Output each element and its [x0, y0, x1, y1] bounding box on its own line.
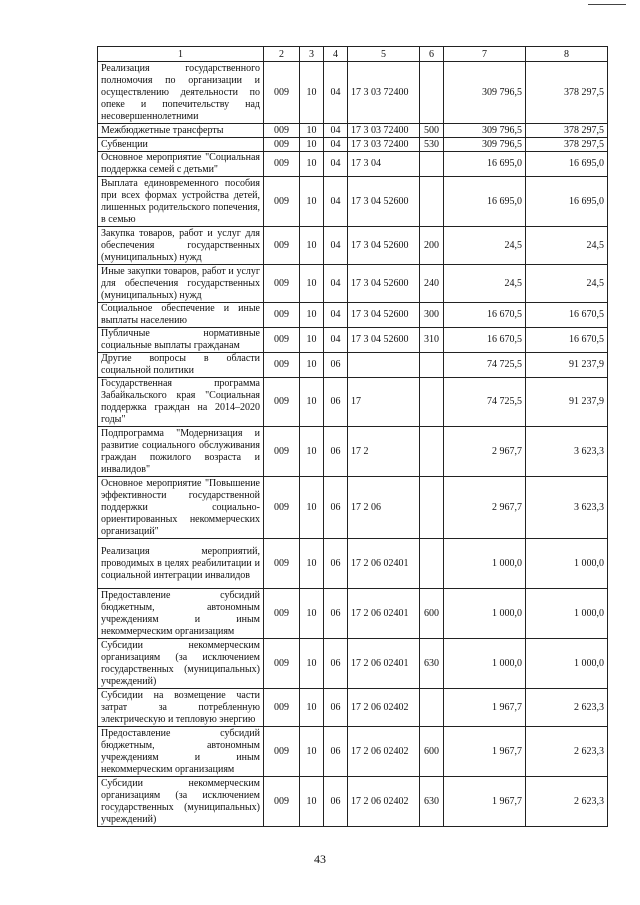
row-name: Межбюджетные трансферты	[98, 124, 264, 138]
table-row	[98, 328, 608, 353]
row-code-section: 10	[300, 689, 324, 727]
table-row	[98, 378, 608, 427]
row-amount-year2: 91 237,9	[526, 378, 608, 427]
row-code-admin: 009	[264, 589, 300, 639]
table-row	[98, 477, 608, 539]
row-code-admin: 009	[264, 138, 300, 152]
row-amount-year1: 16 695,0	[444, 177, 526, 227]
row-name: Субсидии некоммерческим организациям (за исключением государственных (муниципальных) учреждений)	[98, 639, 264, 689]
row-code-expense-type	[420, 62, 444, 124]
row-code-expense-type	[420, 353, 444, 378]
row-code-expense-type: 310	[420, 328, 444, 353]
row-amount-year2: 1 000,0	[526, 539, 608, 589]
row-name: Закупка товаров, работ и услуг для обеспечения государственных (муниципальных) нужд	[98, 227, 264, 265]
row-code-section: 10	[300, 378, 324, 427]
row-code-subsection: 06	[324, 589, 348, 639]
table-row	[98, 152, 608, 177]
header-col-2: 2	[264, 47, 300, 62]
row-code-admin: 009	[264, 328, 300, 353]
row-code-subsection: 06	[324, 727, 348, 777]
row-name: Реализация государственного полномочия по организации и осуществлению деятельности по опеке и попечительству над несовершеннолетними	[98, 62, 264, 124]
row-code-expense-type	[420, 477, 444, 539]
row-amount-year1: 2 967,7	[444, 427, 526, 477]
row-code-target: 17 2 06	[348, 477, 420, 539]
row-code-admin: 009	[264, 639, 300, 689]
row-code-section: 10	[300, 328, 324, 353]
row-amount-year1: 1 967,7	[444, 777, 526, 827]
header-rule	[588, 4, 626, 5]
row-amount-year2: 16 670,5	[526, 328, 608, 353]
row-code-subsection: 04	[324, 62, 348, 124]
row-code-section: 10	[300, 124, 324, 138]
row-amount-year2: 2 623,3	[526, 777, 608, 827]
row-code-expense-type: 600	[420, 727, 444, 777]
row-code-expense-type	[420, 689, 444, 727]
row-code-subsection: 04	[324, 152, 348, 177]
row-name: Субвенции	[98, 138, 264, 152]
row-code-target: 17 2 06 02401	[348, 639, 420, 689]
row-code-expense-type: 530	[420, 138, 444, 152]
row-name: Основное мероприятие "Повышение эффективности государственной поддержки социально-ориентированных некоммерческих организаций"	[98, 477, 264, 539]
row-code-admin: 009	[264, 62, 300, 124]
row-code-subsection: 06	[324, 639, 348, 689]
row-amount-year2: 2 623,3	[526, 689, 608, 727]
table-row	[98, 777, 608, 827]
row-code-expense-type: 600	[420, 589, 444, 639]
header-col-6: 6	[420, 47, 444, 62]
table-row	[98, 353, 608, 378]
row-amount-year2: 378 297,5	[526, 62, 608, 124]
row-code-admin: 009	[264, 378, 300, 427]
row-code-target: 17 3 03 72400	[348, 62, 420, 124]
row-amount-year1: 2 967,7	[444, 477, 526, 539]
budget-table	[97, 46, 608, 827]
row-amount-year1: 1 967,7	[444, 727, 526, 777]
row-code-expense-type	[420, 152, 444, 177]
row-code-section: 10	[300, 138, 324, 152]
row-code-section: 10	[300, 477, 324, 539]
row-code-subsection: 04	[324, 227, 348, 265]
row-name: Субсидии на возмещение части затрат за потребленную электрическую и тепловую энергию	[98, 689, 264, 727]
row-code-admin: 009	[264, 124, 300, 138]
row-code-expense-type	[420, 378, 444, 427]
row-amount-year1: 16 670,5	[444, 328, 526, 353]
row-amount-year2: 378 297,5	[526, 124, 608, 138]
row-name: Социальное обеспечение и иные выплаты населению	[98, 303, 264, 328]
row-code-target: 17 2 06 02402	[348, 777, 420, 827]
page-number: 43	[314, 852, 326, 866]
row-code-target: 17 3 04 52600	[348, 265, 420, 303]
row-code-subsection: 06	[324, 427, 348, 477]
row-amount-year1: 309 796,5	[444, 62, 526, 124]
row-amount-year1: 1 000,0	[444, 639, 526, 689]
row-amount-year1: 16 670,5	[444, 303, 526, 328]
table-row	[98, 427, 608, 477]
header-col-1: 1	[98, 47, 264, 62]
row-code-subsection: 06	[324, 689, 348, 727]
row-code-admin: 009	[264, 152, 300, 177]
header-col-5: 5	[348, 47, 420, 62]
row-amount-year2: 2 623,3	[526, 727, 608, 777]
row-amount-year1: 24,5	[444, 265, 526, 303]
row-amount-year1: 16 695,0	[444, 152, 526, 177]
row-code-target: 17	[348, 378, 420, 427]
row-code-expense-type: 240	[420, 265, 444, 303]
row-code-section: 10	[300, 539, 324, 589]
row-amount-year2: 1 000,0	[526, 639, 608, 689]
row-name: Подпрограмма "Модернизация и развитие социального обслуживания граждан пожилого возраста и инвалидов"	[98, 427, 264, 477]
row-amount-year2: 24,5	[526, 265, 608, 303]
table-row	[98, 62, 608, 124]
row-code-subsection: 04	[324, 138, 348, 152]
row-code-section: 10	[300, 427, 324, 477]
row-code-expense-type: 300	[420, 303, 444, 328]
row-code-section: 10	[300, 303, 324, 328]
row-code-expense-type: 500	[420, 124, 444, 138]
row-code-admin: 009	[264, 727, 300, 777]
row-amount-year2: 16 670,5	[526, 303, 608, 328]
row-amount-year2: 24,5	[526, 227, 608, 265]
table-row	[98, 124, 608, 138]
table-row	[98, 727, 608, 777]
row-code-target: 17 3 04	[348, 152, 420, 177]
row-amount-year2: 91 237,9	[526, 353, 608, 378]
row-name: Основное мероприятие "Социальная поддержка семей с детьми"	[98, 152, 264, 177]
row-amount-year2: 1 000,0	[526, 589, 608, 639]
table-header-row	[98, 47, 608, 62]
row-name: Предоставление субсидий бюджетным, автономным учреждениям и иным некоммерческим организациям	[98, 589, 264, 639]
row-code-admin: 009	[264, 539, 300, 589]
row-code-expense-type	[420, 539, 444, 589]
row-code-subsection: 04	[324, 265, 348, 303]
header-col-4: 4	[324, 47, 348, 62]
row-amount-year2: 3 623,3	[526, 477, 608, 539]
table-row	[98, 539, 608, 589]
row-code-subsection: 04	[324, 177, 348, 227]
row-amount-year1: 309 796,5	[444, 138, 526, 152]
row-code-section: 10	[300, 727, 324, 777]
row-code-subsection: 04	[324, 303, 348, 328]
row-name: Предоставление субсидий бюджетным, автономным учреждениям и иным некоммерческим организациям	[98, 727, 264, 777]
row-code-admin: 009	[264, 227, 300, 265]
row-amount-year1: 1 000,0	[444, 539, 526, 589]
row-amount-year1: 1 967,7	[444, 689, 526, 727]
row-amount-year2: 3 623,3	[526, 427, 608, 477]
row-code-target: 17 3 04 52600	[348, 303, 420, 328]
table-row	[98, 265, 608, 303]
row-name: Реализация мероприятий, проводимых в целях реабилитации и социальной интеграции инвалидов	[98, 539, 264, 589]
table-row	[98, 177, 608, 227]
row-code-subsection: 06	[324, 477, 348, 539]
table-row	[98, 138, 608, 152]
row-name: Публичные нормативные социальные выплаты гражданам	[98, 328, 264, 353]
row-amount-year1: 309 796,5	[444, 124, 526, 138]
row-code-target: 17 2	[348, 427, 420, 477]
row-code-expense-type: 630	[420, 639, 444, 689]
row-code-expense-type	[420, 177, 444, 227]
row-amount-year1: 1 000,0	[444, 589, 526, 639]
row-name: Субсидии некоммерческим организациям (за исключением государственных (муниципальных) учреждений)	[98, 777, 264, 827]
row-code-section: 10	[300, 152, 324, 177]
row-code-section: 10	[300, 589, 324, 639]
row-code-admin: 009	[264, 427, 300, 477]
row-code-admin: 009	[264, 177, 300, 227]
row-code-target	[348, 353, 420, 378]
row-code-subsection: 06	[324, 777, 348, 827]
row-code-admin: 009	[264, 777, 300, 827]
row-code-target: 17 2 06 02402	[348, 727, 420, 777]
row-name: Государственная программа Забайкальского края "Социальная поддержка граждан на 2014–2020 годы"	[98, 378, 264, 427]
row-amount-year2: 378 297,5	[526, 138, 608, 152]
row-name: Выплата единовременного пособия при всех формах устройства детей, лишенных родительского попечения, в семью	[98, 177, 264, 227]
row-code-admin: 009	[264, 353, 300, 378]
row-amount-year1: 24,5	[444, 227, 526, 265]
row-amount-year2: 16 695,0	[526, 152, 608, 177]
row-amount-year2: 16 695,0	[526, 177, 608, 227]
row-code-section: 10	[300, 177, 324, 227]
header-col-3: 3	[300, 47, 324, 62]
row-code-admin: 009	[264, 265, 300, 303]
table-row	[98, 639, 608, 689]
row-code-section: 10	[300, 265, 324, 303]
row-code-target: 17 2 06 02402	[348, 689, 420, 727]
row-code-section: 10	[300, 777, 324, 827]
row-code-target: 17 3 03 72400	[348, 124, 420, 138]
row-code-subsection: 06	[324, 539, 348, 589]
row-code-expense-type: 630	[420, 777, 444, 827]
row-code-admin: 009	[264, 303, 300, 328]
row-code-admin: 009	[264, 689, 300, 727]
row-code-section: 10	[300, 62, 324, 124]
header-col-7: 7	[444, 47, 526, 62]
row-code-target: 17 2 06 02401	[348, 539, 420, 589]
row-amount-year1: 74 725,5	[444, 378, 526, 427]
row-code-section: 10	[300, 227, 324, 265]
row-code-admin: 009	[264, 477, 300, 539]
table-row	[98, 303, 608, 328]
row-code-target: 17 3 04 52600	[348, 227, 420, 265]
row-code-subsection: 06	[324, 353, 348, 378]
table-row	[98, 227, 608, 265]
table-row	[98, 589, 608, 639]
row-code-subsection: 04	[324, 328, 348, 353]
row-amount-year1: 74 725,5	[444, 353, 526, 378]
row-code-section: 10	[300, 353, 324, 378]
row-code-section: 10	[300, 639, 324, 689]
row-code-target: 17 3 03 72400	[348, 138, 420, 152]
row-name: Другие вопросы в области социальной политики	[98, 353, 264, 378]
row-code-expense-type	[420, 427, 444, 477]
row-code-subsection: 04	[324, 124, 348, 138]
row-name: Иные закупки товаров, работ и услуг для обеспечения государственных (муниципальных) нужд	[98, 265, 264, 303]
row-code-target: 17 2 06 02401	[348, 589, 420, 639]
row-code-expense-type: 200	[420, 227, 444, 265]
row-code-target: 17 3 04 52600	[348, 177, 420, 227]
row-code-target: 17 3 04 52600	[348, 328, 420, 353]
table-row	[98, 689, 608, 727]
row-code-subsection: 06	[324, 378, 348, 427]
header-col-8: 8	[526, 47, 608, 62]
